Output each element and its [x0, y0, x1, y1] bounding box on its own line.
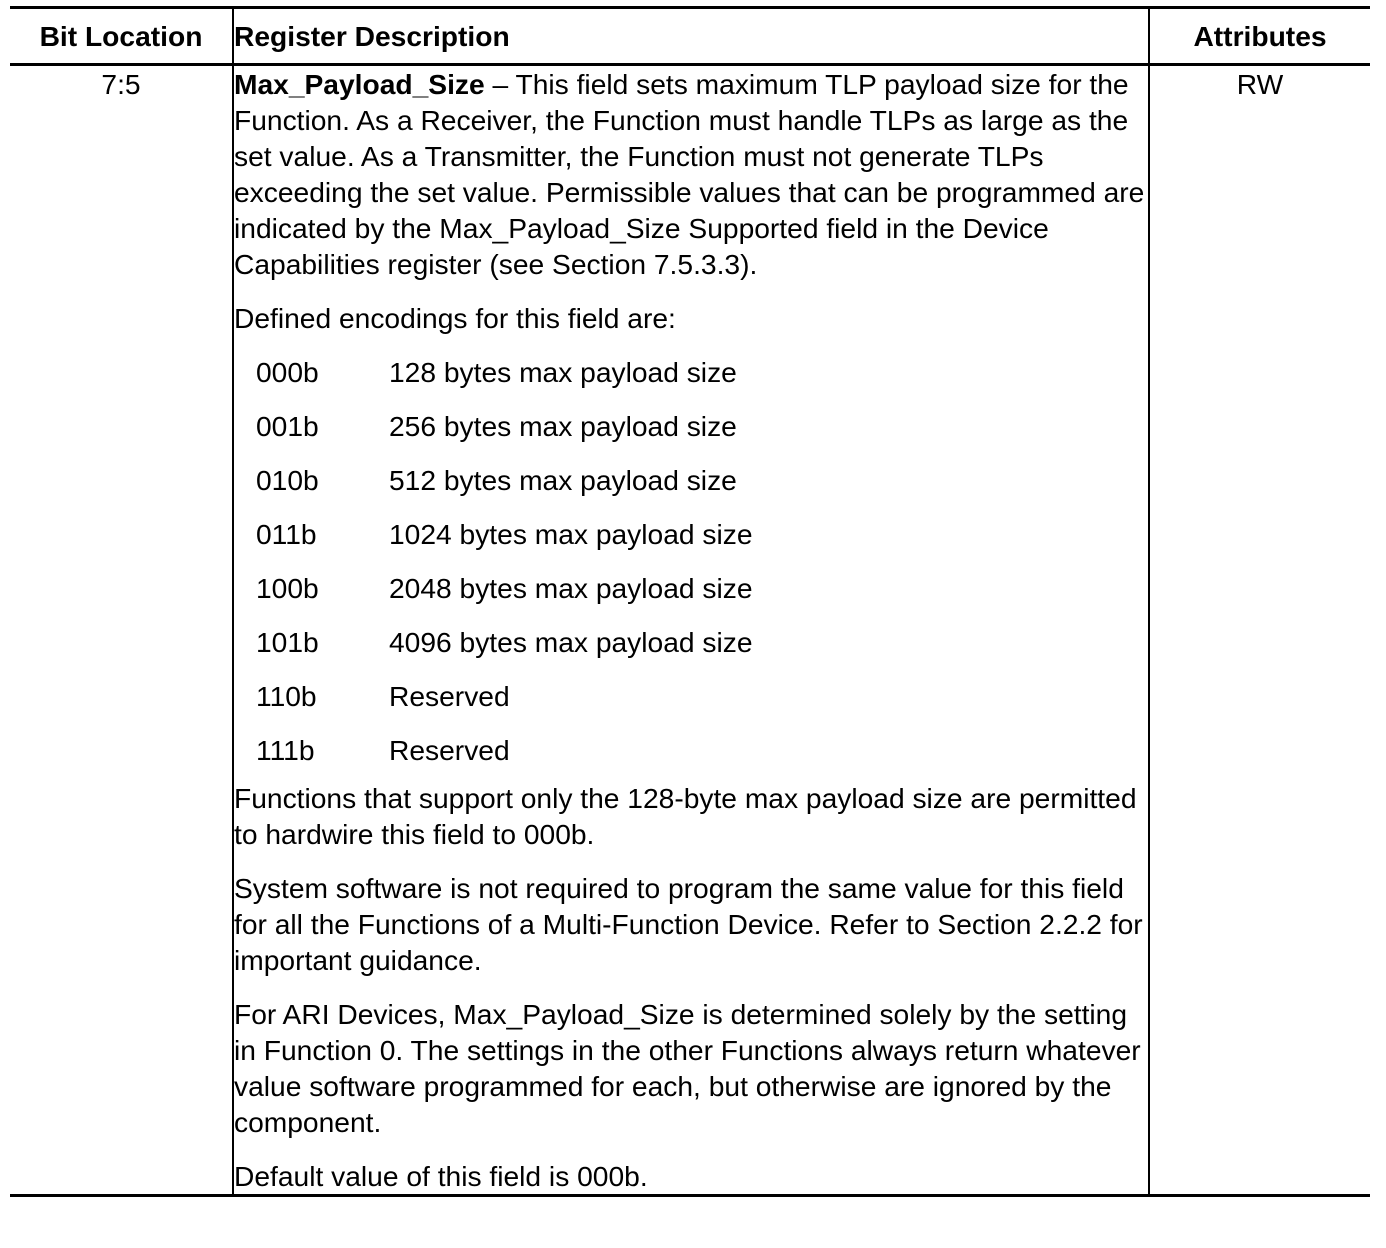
encoding-code: 111b — [256, 734, 315, 766]
encoding-row — [234, 408, 1148, 462]
bit-location-value — [10, 65, 233, 1196]
field-intro-text: – This field sets maximum TLP payload size for the Function. As a Receiver, the Function must handle TLPs as large as the set value. As a Transmitter, the Function must not generate TLPs exceeding the set value. Permissible values that can be programmed are indicated by the Max_Payload_Size Supported field in the Device Capabilities register (see Section 7.5.3.3). — [234, 68, 1145, 280]
description-paragraph: Default value of this field is 000b. — [234, 1160, 648, 1192]
encoding-meaning: 128 bytes max payload size — [389, 356, 737, 388]
attributes-text: RW — [1236, 68, 1284, 100]
description-paragraph: Functions that support only the 128-byte max payload size are permitted to hardwire this field to 000b. — [234, 782, 1137, 850]
encoding-row — [234, 678, 1148, 732]
register-table — [10, 6, 1370, 1197]
encoding-code: 110b — [256, 680, 317, 712]
table-header — [10, 8, 1370, 65]
bit-location-text: 7:5 — [101, 68, 141, 100]
encoding-meaning: 1024 bytes max payload size — [389, 518, 753, 550]
encodings-list — [234, 354, 1148, 780]
encoding-meaning: 256 bytes max payload size — [389, 410, 737, 442]
encoding-code: 001b — [256, 410, 319, 442]
encodings-label: Defined encodings for this field are: — [234, 302, 676, 334]
table-body — [10, 65, 1370, 1196]
encoding-code: 010b — [256, 464, 319, 496]
encoding-meaning: 2048 bytes max payload size — [389, 572, 753, 604]
header-register-description: Register Description — [233, 8, 1149, 65]
field-name: Max_Payload_Size — [234, 68, 485, 100]
field-intro-paragraph — [234, 66, 1148, 282]
attributes-value — [1149, 65, 1370, 1196]
encoding-code: 101b — [256, 626, 319, 658]
encoding-row — [234, 516, 1148, 570]
header-row — [10, 8, 1370, 65]
encoding-row — [234, 462, 1148, 516]
encoding-meaning: Reserved — [389, 734, 510, 766]
encoding-code: 011b — [256, 518, 317, 550]
encoding-code: 100b — [256, 572, 319, 604]
header-bit-location: Bit Location — [39, 20, 203, 52]
description-paragraph: For ARI Devices, Max_Payload_Size is determined solely by the setting in Function 0. The settings in the other Functions always return whatever value software programmed for each, but otherwise are ignored by the component. — [234, 998, 1141, 1138]
encoding-row — [234, 570, 1148, 624]
table-row — [10, 65, 1370, 1196]
encoding-meaning: 512 bytes max payload size — [389, 464, 737, 496]
description-paragraph: System software is not required to program the same value for this field for all the Functions of a Multi-Function Device. Refer to Section 2.2.2 for important guidance. — [234, 872, 1143, 976]
encoding-row — [234, 624, 1148, 678]
encoding-code: 000b — [256, 356, 319, 388]
header-attributes: Attributes — [1193, 20, 1327, 52]
register-description-cell — [233, 65, 1149, 1196]
encoding-meaning: 4096 bytes max payload size — [389, 626, 753, 658]
encoding-row — [234, 354, 1148, 408]
encoding-meaning: Reserved — [389, 680, 510, 712]
encoding-row — [234, 732, 1148, 780]
